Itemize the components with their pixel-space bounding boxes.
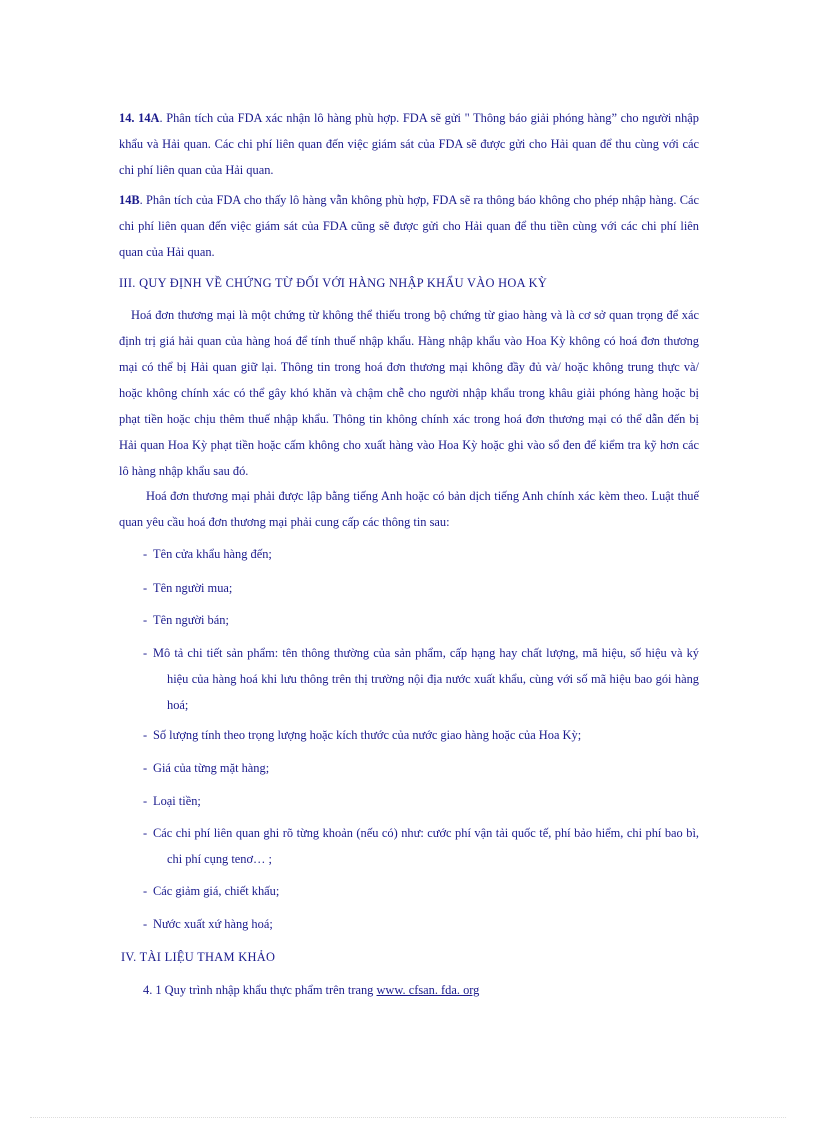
list-dash: - [143,917,148,931]
list-dash: - [143,581,148,595]
list-item [143,575,699,601]
list-item-text: Loại tiền; [153,794,201,808]
paragraph-14a-label: 14. 14A [119,111,160,125]
list-dash: - [143,826,148,840]
list-item-text: Nước xuất xứ hàng hoá; [153,917,273,931]
list-item-text: Các giảm giá, chiết khấu; [153,884,280,898]
list-item-text: Tên cửa khẩu hàng đến; [153,547,272,561]
list-item [143,878,699,904]
list-item [143,788,699,814]
list-item-text: Giá của từng mặt hàng; [153,761,270,775]
paragraph-invoice-intro: Hoá đơn thương mại là một chứng từ không thể thiếu trong bộ chứng từ giao hàng và là cơ sở quan trọng để xác định trị giá hải quan của hàng hoá để tính thuế nhập khẩu. Hàng nhập khẩu vào Hoa Kỳ không có hoá đơn thương mại có thể bị Hải quan giữ lại. Thông tin trong hoá đơn thương mại không đầy đủ và/ hoặc không trung thực và/ hoặc không chính xác có thể gây khó khăn và chậm chễ cho người nhập khẩu trong khâu giải phóng hàng hoặc bị phạt tiền hoặc chịu thêm thuế nhập khẩu. Thông tin không chính xác trong hoá đơn thương mại có thể dẫn đến bị Hải quan Hoa Kỳ phạt tiền hoặc cấm không cho xuất hàng vào Hoa Kỳ hoặc ghi vào sổ đen để kiểm tra kỹ hơn các lô hàng nhập khẩu sau đó. [119,308,699,478]
list-dash: - [143,884,148,898]
list-item-text: Số lượng tính theo trọng lượng hoặc kích thước của nước giao hàng hoặc của Hoa Kỳ; [153,728,582,742]
paragraph-14b-text: . Phân tích của FDA cho thấy lô hàng vẫn không phù hợp, FDA sẽ ra thông báo không cho phép nhập hàng. Các chi phí liên quan đến việc giám sát của FDA cũng sẽ được gửi cho Hải quan để thu tiền cùng với các chi phí liên quan của Hải quan. [119,193,699,259]
reference-item [143,977,479,1003]
paragraph-14a-text: . Phân tích của FDA xác nhận lô hàng phù hợp. FDA sẽ gửi " Thông báo giải phóng hàng” cho người nhập khẩu và Hải quan. Các chi phí liên quan đến việc giám sát của FDA sẽ được gửi cho Hải quan để thu cùng với các chi phí liên quan của Hải quan. [119,111,699,177]
list-item-text: Tên người bán; [153,613,229,627]
list-item [143,911,699,937]
paragraph-14b [119,187,699,265]
reference-link[interactable]: www. cfsan. fda. org [376,983,480,997]
list-item-text: Mô tả chi tiết sản phẩm: tên thông thường của sản phẩm, cấp hạng hay chất lượng, mã hiệu, số hiệu và ký hiệu của hàng hoá khi lưu thông trên thị trường nội địa nước xuất khẩu, cùng với số mã hiệu bao gói hàng hoá; [153,646,699,712]
paragraph-invoice-requirements: Hoá đơn thương mại phải được lập bằng tiếng Anh hoặc có bản dịch tiếng Anh chính xác kèm theo. Luật thuế quan yêu cầu hoá đơn thương mại phải cung cấp các thông tin sau: [119,489,699,529]
section-heading-iv: IV. TÀI LIỆU THAM KHẢO [121,950,276,964]
list-dash: - [143,761,148,775]
list-dash: - [143,728,148,742]
list-item-text: Tên người mua; [153,581,233,595]
list-dash: - [143,547,148,561]
list-item-text: Các chi phí liên quan ghi rõ từng khoản (nếu có) như: cước phí vận tải quốc tế, phí bảo hiểm, chi phí bao bì, chi phí cụng tenơ… ; [153,826,699,866]
list-item [143,820,699,872]
list-item [143,607,699,633]
list-dash: - [143,646,148,660]
reference-text: 4. 1 Quy trình nhập khẩu thực phẩm trên trang [143,983,377,997]
list-item [143,640,699,718]
paragraph-14b-label: 14B [119,193,140,207]
section-heading-iii: III. QUY ĐỊNH VỀ CHỨNG TỪ ĐỐI VỚI HÀNG NHẬP KHẨU VÀO HOA KỲ [119,276,548,290]
list-dash: - [143,613,148,627]
paragraph-14a [119,105,699,183]
list-dash: - [143,794,148,808]
page-bottom-divider [30,1117,786,1118]
list-item [143,755,699,781]
list-item [143,541,699,567]
list-item [143,722,699,748]
